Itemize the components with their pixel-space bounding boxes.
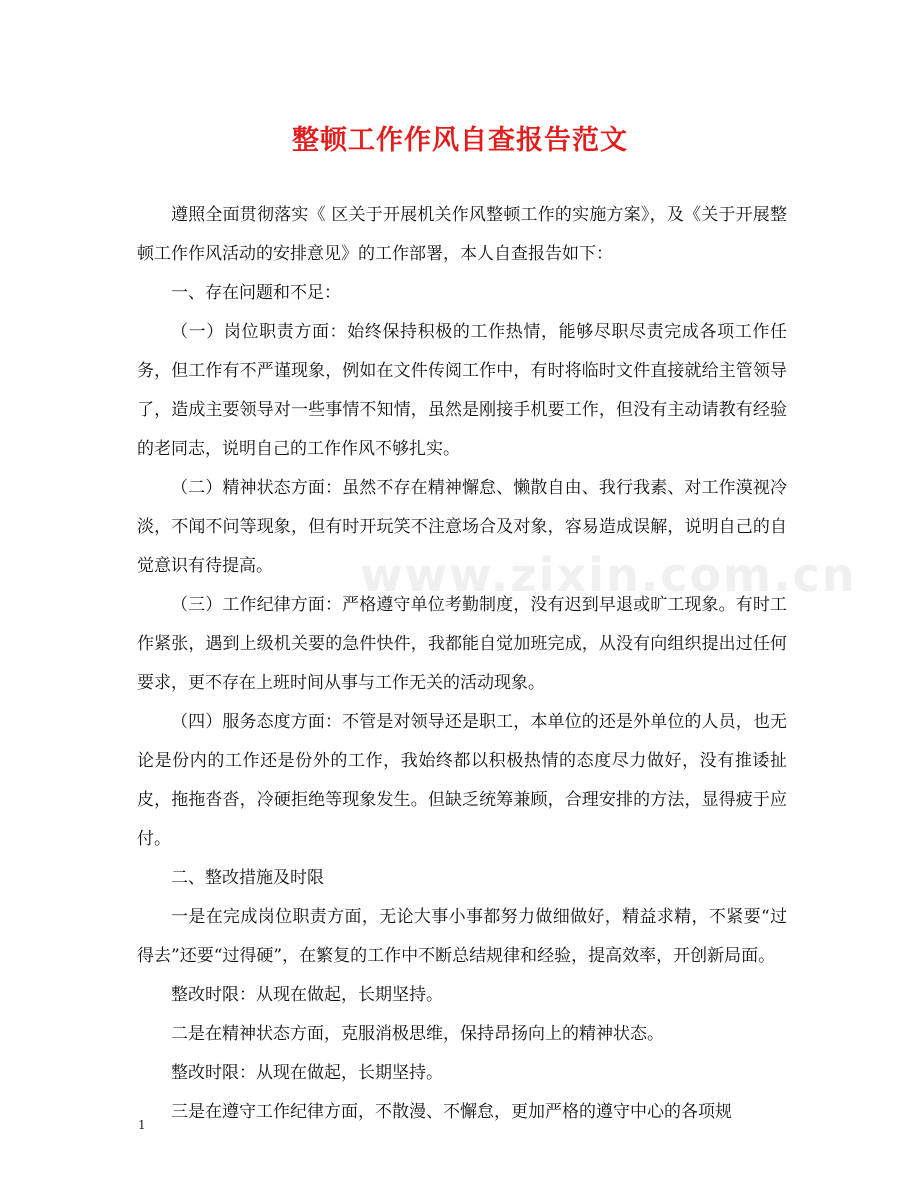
- paragraph-mental-state: （二）精神状态方面：虽然不存在精神懈怠、懒散自由、我行我素、对工作漠视冷淡，不闻不问等现象，但有时开玩笑不注意场合及对象，容易造成误解，说明自己的自觉意识有待提高。: [137, 478, 787, 576]
- paragraph-deadline-one: 整改时限：从现在做起，长期坚持。: [171, 985, 443, 1005]
- paragraph-measure-one: 一是在完成岗位职责方面，无论大事小事都努力做细做好，精益求精，不紧要“过得去”还要“过得硬”，在繁复的工作中不断总结规律和经验，提高效率，开创新局面。: [137, 907, 787, 966]
- section-heading-problems: 一、存在问题和不足：: [171, 283, 341, 303]
- page-number: 1: [138, 1118, 146, 1132]
- document-body: [137, 196, 787, 1132]
- paragraph-job-duties: （一）岗位职责方面：始终保持积极的工作热情，能够尽职尽责完成各项工作任务，但工作有不严谨现象，例如在文件传阅工作中，有时将临时文件直接就给主管领导了，造成主要领导对一些事情不知情，虽然是刚接手机要工作，但没有主动请教有经验的老同志，说明自己的工作作风不够扎实。: [137, 322, 787, 459]
- paragraph-service-attitude: （四）服务态度方面：不管是对领导还是职工，本单位的还是外单位的人员，也无论是份内的工作还是份外的工作，我始终都以积极热情的态度尽力做好，没有推诿扯皮，拖拖沓沓，冷硬拒绝等现象发生。但缺乏统筹兼顾，合理安排的方法，显得疲于应付。: [137, 712, 787, 849]
- watermark-text: www.zixin.com.cn: [360, 548, 857, 602]
- paragraph-deadline-two: 整改时限：从现在做起，长期坚持。: [171, 1063, 443, 1083]
- page-title: 整顿工作作风自查报告范文: [292, 125, 628, 156]
- intro-paragraph: 遵照全面贯彻落实《 区关于开展机关作风整顿工作的实施方案》，及《关于开展整顿工作作风活动的安排意见》的工作部署，本人自查报告如下：: [137, 205, 787, 264]
- paragraph-measure-two: 二是在精神状态方面，克服消极思维，保持昂扬向上的精神状态。: [171, 1024, 664, 1044]
- paragraph-measure-three: 三是在遵守工作纪律方面，不散漫、不懈怠，更加严格的遵守中心的各项规: [171, 1102, 732, 1122]
- section-heading-measures: 二、整改措施及时限: [171, 868, 324, 888]
- paragraph-work-discipline: （三）工作纪律方面：严格遵守单位考勤制度，没有迟到早退或旷工现象。有时工作紧张，遇到上级机关要的急件快件，我都能自觉加班完成，从没有向组织提出过任何要求，更不存在上班时间从事与工作无关的活动现象。: [137, 595, 787, 693]
